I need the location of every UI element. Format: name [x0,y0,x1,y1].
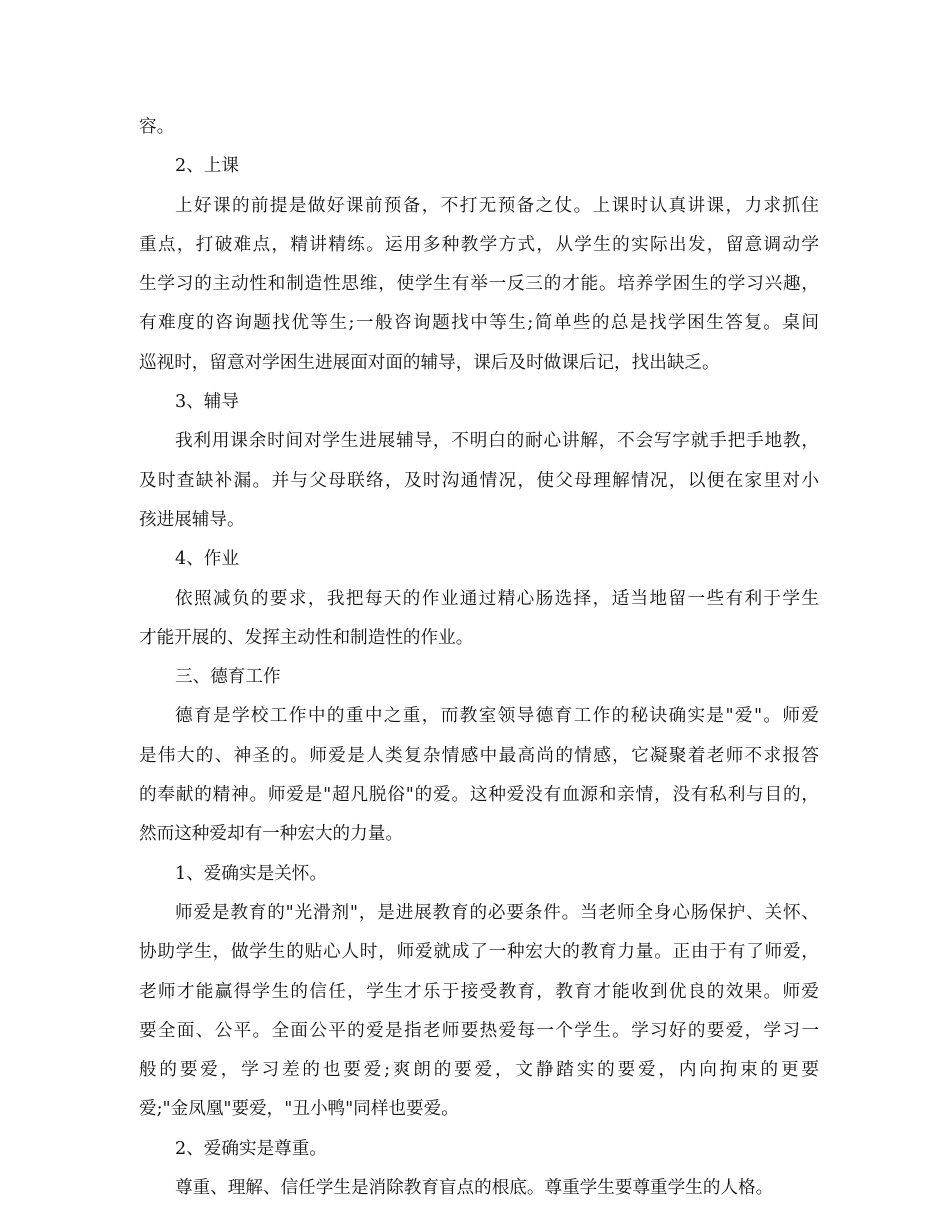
text-line: 的奉献的精神。师爱是"超凡脱俗"的爱。这种爱没有血源和亲情，没有私利与目的， [139,785,819,806]
text-line: 协助学生，做学生的贴心人时，师爱就成了一种宏大的教育力量。正由于有了师爱， [139,942,819,963]
text-line: 4、作业 [175,549,239,570]
text-line: 才能开展的、发挥主动性和制造性的作业。 [139,627,474,648]
text-line: 我利用课余时间对学生进展辅导，不明白的耐心讲解，不会写字就手把手地教， [175,431,819,452]
text-line: 爱;"金凤凰"要爱，"丑小鸭"同样也要爱。 [139,1099,459,1120]
text-line: 重点，打破难点，精讲精练。运用多种教学方式，从学生的实际出发，留意调动学 [139,234,819,255]
text-line: 1、爱确实是关怀。 [175,863,327,884]
text-line: 要全面、公平。全面公平的爱是指老师要热爱每一个学生。学习好的要爱，学习一 [139,1020,819,1041]
text-line: 然而这种爱却有一种宏大的力量。 [139,824,403,845]
text-line: 是伟大的、神圣的。师爱是人类复杂情感中最高尚的情感，它凝聚着老师不求报答 [139,745,819,766]
text-line: 师爱是教育的"光滑剂"，是进展教育的必要条件。当老师全身心肠保护、关怀、 [175,902,819,923]
text-line: 3、辅导 [175,392,239,413]
text-line: 有难度的咨询题找优等生;一般咨询题找中等生;简单些的总是找学困生答复。桌间 [139,313,819,334]
text-line: 般的要爱，学习差的也要爱;爽朗的要爱，文静踏实的要爱，内向拘束的更要 [139,1060,819,1081]
text-line: 尊重、理解、信任学生是消除教育盲点的根底。尊重学生要尊重学生的人格。 [175,1178,774,1199]
text-line: 老师才能赢得学生的信任，学生才乐于接受教育，教育才能收到优良的效果。师爱 [139,981,819,1002]
text-line: 巡视时，留意对学困生进展面对面的辅导，课后及时做课后记，找出缺乏。 [139,352,720,373]
text-line: 生学习的主动性和制造性思维，使学生有举一反三的才能。培养学困生的学习兴趣， [139,274,819,295]
text-line: 容。 [139,117,175,137]
text-line: 德育是学校工作中的重中之重，而教室领导德育工作的秘诀确实是"爱"。师爱 [175,706,819,727]
text-line: 2、爱确实是尊重。 [175,1138,327,1159]
text-line: 孩进展辅导。 [139,509,245,530]
text-line: 及时查缺补漏。并与父母联络，及时沟通情况，使父母理解情况，以便在家里对小 [139,470,819,491]
text-line: 2、上课 [175,156,239,177]
text-line: 上好课的前提是做好课前预备，不打无预备之仗。上课时认真讲课，力求抓住 [175,195,819,216]
text-line: 依照减负的要求，我把每天的作业通过精心肠选择，适当地留一些有利于学生 [175,588,819,609]
document-body [139,108,819,1208]
text-line: 三、德育工作 [175,667,281,688]
